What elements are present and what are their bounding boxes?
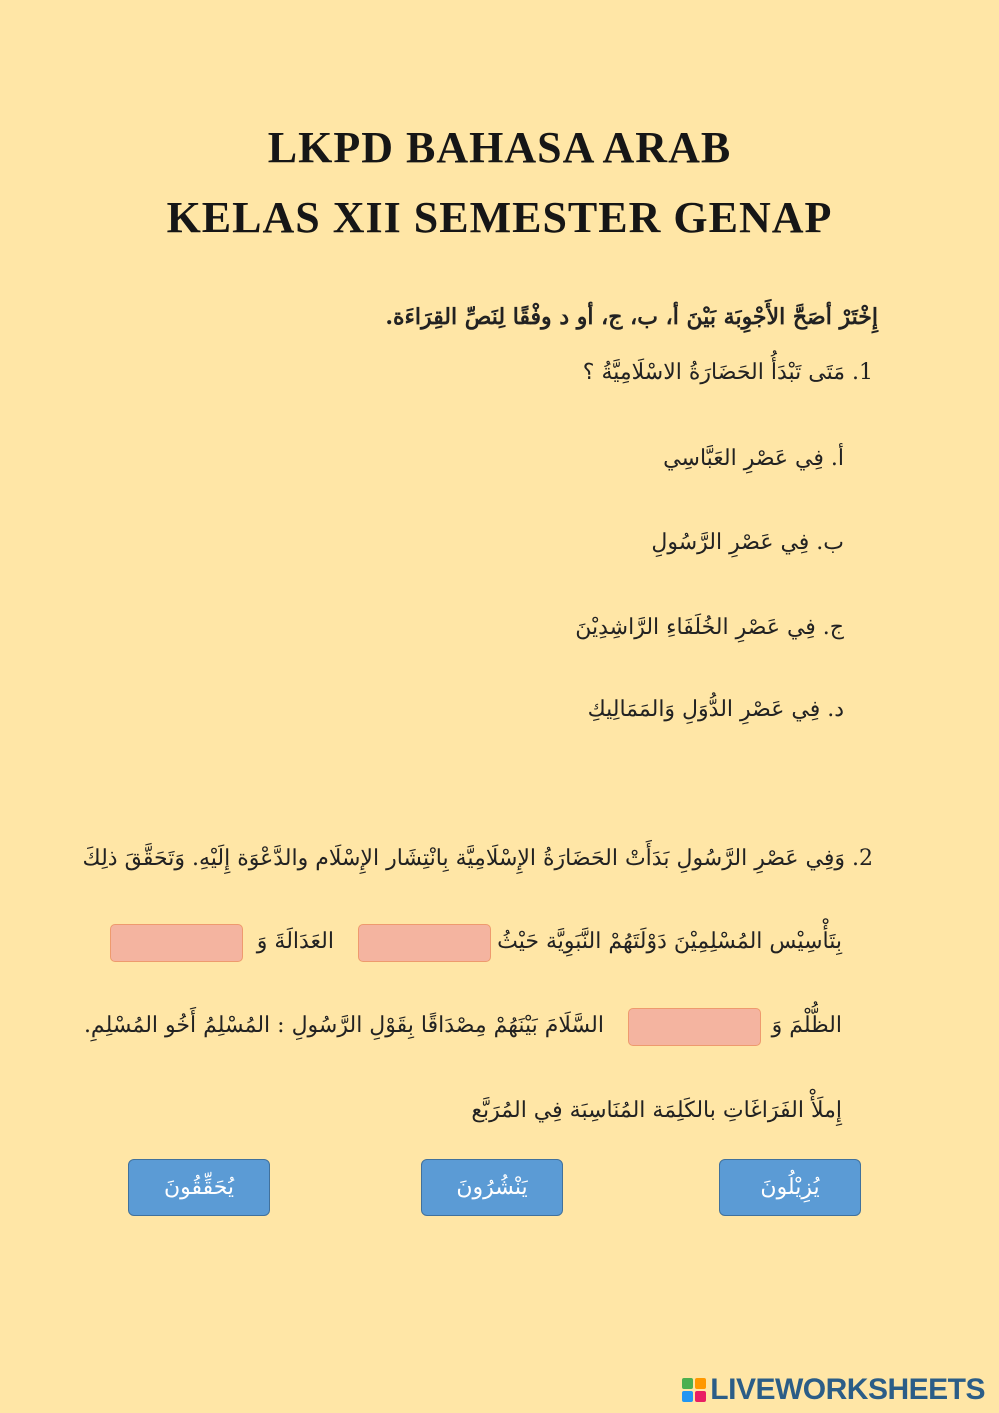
liveworksheets-brand-text: LIVEWORKSHEETS	[710, 1373, 985, 1406]
blank-input-2[interactable]	[110, 924, 243, 962]
liveworksheets-logo	[682, 1373, 985, 1407]
option-a: أ. فِي عَصْرِ العَبَّاسِي	[663, 446, 844, 471]
question-2-line-2-part-1: بِتَأْسِيْس المُسْلِمِيْنَ دَوْلَتَهُمْ النَّبَوِيَّة حَيْثُ	[497, 929, 842, 954]
title-line-1: LKPD BAHASA ARAB	[267, 123, 732, 172]
instruction-text: إِخْتَرْ أصَحَّ الأَجْوِبَة بَيْنَ أ، ب، ج، أو د وفْقًا لِنَصِّ القِرَاءَة.	[385, 304, 878, 330]
question-2-line-2-part-2: العَدَالَةَ وَ	[256, 929, 334, 954]
question-1-text: 1. مَتَى تَبْدَأُ الحَضَارَةُ الاسْلَامِيَّةُ ؟	[582, 360, 873, 385]
liveworksheets-logo-icon	[682, 1378, 706, 1402]
option-b: ب. فِي عَصْرِ الرَّسُولِ	[651, 530, 844, 555]
choice-button-yuziluna[interactable]: يُزِيْلُونَ	[719, 1159, 861, 1216]
question-2-line-3-part-2: السَّلَامَ بَيْنَهُمْ مِصْدَاقًا بِقَوْلِ الرَّسُولِ : المُسْلِمُ أَخُو المُسْلِمِ.	[83, 1013, 604, 1038]
blank-input-3[interactable]	[628, 1008, 761, 1046]
option-d: د. فِي عَصْرِ الدُّوَلِ وَالمَمَالِيكِ	[587, 697, 844, 722]
choice-button-yanshuruna[interactable]: يَنْشُرُونَ	[421, 1159, 563, 1216]
question-2-line-1: 2. وَفِي عَصْرِ الرَّسُولِ بَدَأَتْ الحَضَارَةُ الإِسْلَامِيَّة بِانْتِشَار الإِسْلَام والدَّعْوَة إِلَيْهِ. وَتَحَقَّقَ ذلِكَ	[82, 846, 873, 871]
option-c: ج. فِي عَصْرِ الخُلَفَاءِ الرَّاشِدِيْنَ	[575, 615, 844, 640]
blank-input-1[interactable]	[358, 924, 491, 962]
question-2-line-3-part-1: الظُّلْمَ وَ	[771, 1013, 842, 1038]
title-line-2: KELAS XII SEMESTER GENAP	[166, 193, 833, 242]
fill-instruction: إِملَأْ الفَرَاغَاتِ بالكَلِمَة المُنَاسِبَة فِي المُرَبَّع	[471, 1098, 842, 1123]
choice-button-yuhaqqiquna[interactable]: يُحَقِّقُونَ	[128, 1159, 270, 1216]
